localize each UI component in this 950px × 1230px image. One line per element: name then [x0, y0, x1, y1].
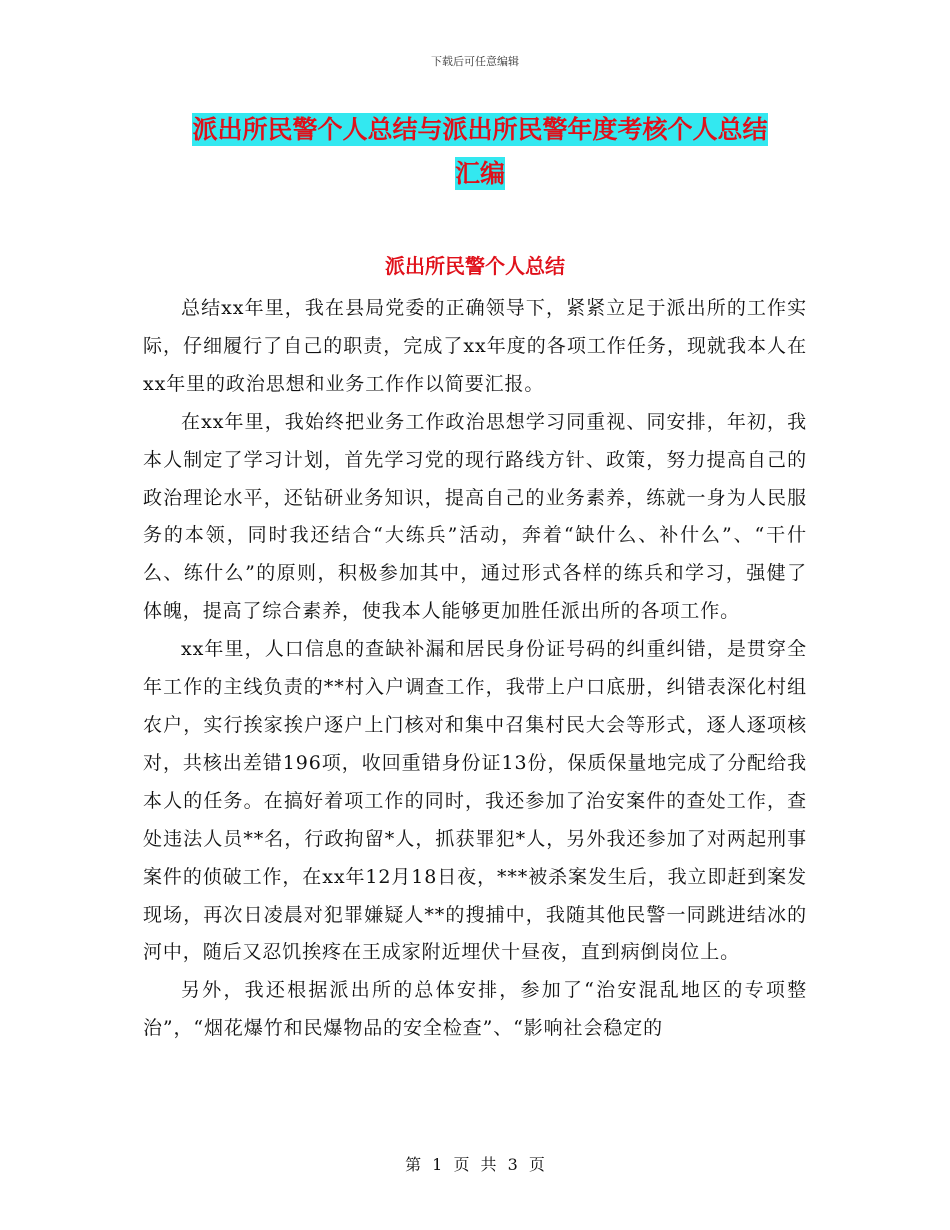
section-title: 派出所民警个人总结 — [385, 254, 565, 278]
header-note: 下载后可任意编辑 — [431, 55, 519, 68]
title-highlight-1: 派出所民警个人总结与派出所民警年度考核个人总结 — [192, 115, 768, 144]
title-highlight-2: 汇编 — [454, 159, 505, 188]
paragraph-3: xx年里，人口信息的查缺补漏和居民身份证号码的纠重纠错，是贯穿全年工作的主线负责的**村入户调查工作，我带上户口底册，纠错表深化村组农户，实行挨家挨户逐户上门核对和集中召集村民大会等形式，逐人逐项核对，共核出差错196项，收回重错身份证13份，保质保量地完成了分配给我本人的任务。在搞好着项工作的同时，我还参加了治安案件的查处工作，查处违法人员**名，行政拘留*人，抓获罪犯*人，另外我还参加了对两起刑事案件的侦破工作，在xx年12月18日夜，***被杀案发生后，我立即赶到案发现场，再次日凌晨对犯罪嫌疑人**的搜捕中，我随其他民警一同跳进结冰的河中，随后又忍饥挨疼在王成家附近埋伏十昼夜，直到病倒岗位上。 — [143, 638, 807, 964]
document-title-line-1 — [150, 108, 810, 152]
paragraph-2: 在xx年里，我始终把业务工作政治思想学习同重视、同安排，年初，我本人制定了学习计划，首先学习党的现行路线方针、政策，努力提高自己的政治理论水平，还钻研业务知识，提高自己的业务素养，练就一身为人民服务的本领，同时我还结合“大练兵”活动，奔着“缺什么、补什么”、“干什么、练什么”的原则，积极参加其中，通过形式各样的练兵和学习，强健了体魄，提高了综合素养，使我本人能够更加胜任派出所的各项工作。 — [143, 410, 807, 623]
document-title — [150, 108, 810, 196]
paragraph-1: 总结xx年里，我在县局党委的正确领导下，紧紧立足于派出所的工作实际，仔细履行了自己的职责，完成了xx年度的各项工作任务，现就我本人在xx年里的政治思想和业务工作作以简要汇报。 — [143, 297, 807, 395]
body-text — [143, 290, 807, 1048]
page-footer: 第 1 页 共 3 页 — [405, 1155, 545, 1174]
document-title-line-2 — [150, 152, 810, 196]
paragraph-4: 另外，我还根据派出所的总体安排，参加了“治安混乱地区的专项整治”，“烟花爆竹和民爆物品的安全检查”、“影响社会稳定的 — [143, 979, 807, 1040]
